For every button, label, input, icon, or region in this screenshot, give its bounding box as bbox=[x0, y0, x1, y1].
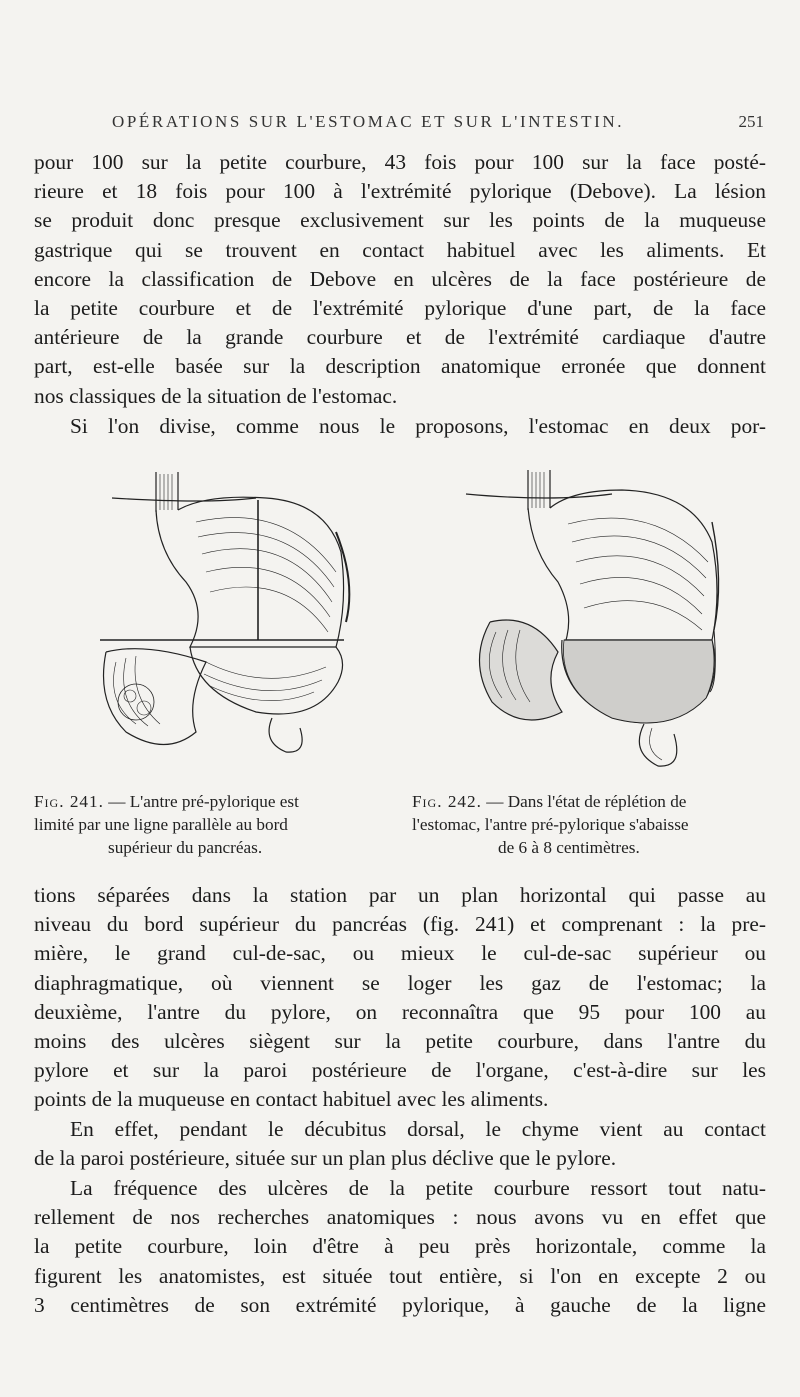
figure-242-stomach-illustration bbox=[462, 462, 732, 782]
text-line: mière, le grand cul-de-sac, ou mieux le cul-de-sac supérieur ou bbox=[34, 941, 766, 966]
paragraph-4 bbox=[34, 1115, 766, 1173]
caption-line: supérieur du pancréas. bbox=[108, 838, 263, 857]
caption-line bbox=[34, 790, 386, 813]
caption-text: — L'antre pré-pylorique est bbox=[108, 792, 299, 811]
text-line: la petite courbure, loin d'être à peu près horizontale, comme la bbox=[34, 1234, 766, 1259]
figure-label: Fig. 241. bbox=[34, 792, 104, 811]
text-line: pylore et sur la paroi postérieure de l'organe, c'est-à-dire sur les bbox=[34, 1058, 766, 1083]
text-line: pour 100 sur la petite courbure, 43 fois pour 100 sur la face posté- bbox=[34, 150, 766, 174]
text-line: deuxième, l'antre du pylore, on reconnaîtra que 95 pour 100 au bbox=[34, 999, 766, 1024]
text-line: rieure et 18 fois pour 100 à l'extrémité pylorique (Debove). La lésion bbox=[34, 179, 766, 204]
figure-242-caption bbox=[412, 790, 768, 859]
text-line: moins des ulcères siègent sur la petite courbure, dans l'antre du bbox=[34, 1029, 766, 1054]
figure-label: Fig. 242. bbox=[412, 792, 482, 811]
caption-line: limité par une ligne parallèle au bord bbox=[34, 815, 288, 834]
paragraph-1 bbox=[34, 148, 766, 411]
caption-line bbox=[412, 790, 768, 813]
text-line: En effet, pendant le décubitus dorsal, le chyme vient au contact bbox=[70, 1117, 766, 1141]
text-line: se produit donc presque exclusivement sur les points de la muqueuse bbox=[34, 208, 766, 233]
text-line: Si l'on divise, comme nous le proposons, l'estomac en deux por- bbox=[70, 414, 766, 438]
text-line: 3 centimètres de son extrémité pylorique, à gauche de la ligne bbox=[34, 1292, 766, 1317]
caption-line: de 6 à 8 centimètres. bbox=[498, 838, 640, 857]
text-line: La fréquence des ulcères de la petite courbure ressort tout natu- bbox=[70, 1176, 766, 1200]
text-line: antérieure de la grande courbure et de l'extrémité cardiaque d'autre bbox=[34, 325, 766, 350]
text-line: diaphragmatique, où viennent se loger les gaz de l'estomac; la bbox=[34, 970, 766, 995]
running-title: OPÉRATIONS SUR L'ESTOMAC ET SUR L'INTESTIN. bbox=[112, 112, 625, 131]
paragraph-5 bbox=[34, 1174, 766, 1320]
text-line: figurent les anatomistes, est située tout entière, si l'on en excepte 2 ou bbox=[34, 1263, 766, 1288]
text-line: tions séparées dans la station par un plan horizontal qui passe au bbox=[34, 883, 766, 907]
page-number: 251 bbox=[738, 112, 764, 131]
running-head bbox=[34, 112, 764, 136]
figure-241-stomach-illustration bbox=[86, 462, 356, 782]
text-line: encore la classification de Debove en ulcères de la face postérieure de bbox=[34, 266, 766, 291]
text-line: la petite courbure et de l'extrémité pylorique d'une part, de la face bbox=[34, 296, 766, 321]
text-line: part, est-elle basée sur la description anatomique erronée que donnent bbox=[34, 354, 766, 379]
paragraph-2 bbox=[34, 412, 766, 441]
text-line: niveau du bord supérieur du pancréas (fig. 241) et comprenant : la pre- bbox=[34, 912, 766, 937]
text-line: points de la muqueuse en contact habituel avec les aliments. bbox=[34, 1087, 549, 1112]
caption-line: l'estomac, l'antre pré-pylorique s'abaisse bbox=[412, 815, 689, 834]
caption-text: — Dans l'état de réplétion de bbox=[486, 792, 687, 811]
text-line: gastrique qui se trouvent en contact habituel avec les aliments. Et bbox=[34, 237, 766, 262]
text-line: rellement de nos recherches anatomiques : nous avons vu en effet que bbox=[34, 1205, 766, 1230]
paragraph-3 bbox=[34, 881, 766, 1115]
figure-241-caption bbox=[34, 790, 386, 859]
text-line: nos classiques de la situation de l'estomac. bbox=[34, 383, 398, 408]
text-line: de la paroi postérieure, située sur un plan plus déclive que le pylore. bbox=[34, 1146, 617, 1171]
